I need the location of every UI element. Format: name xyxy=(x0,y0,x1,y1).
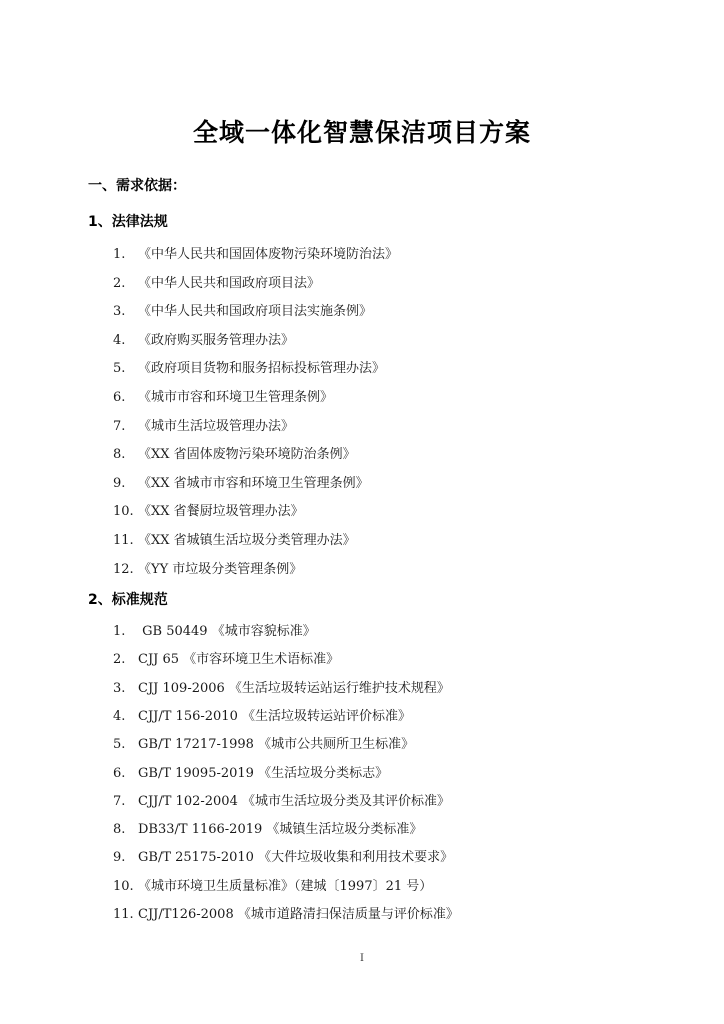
list-item-text: 《城市市容和环境卫生管理条例》 xyxy=(138,390,334,405)
list-item-number: 9. xyxy=(113,475,126,491)
list-item xyxy=(113,445,356,465)
list-item-text: 《中华人民共和国固体废物污染环境防治法》 xyxy=(138,247,399,262)
document-title: 全域一体化智慧保洁项目方案 xyxy=(192,118,531,147)
list-item xyxy=(113,502,304,522)
list-item xyxy=(113,764,388,784)
list-item-number: 6. xyxy=(113,765,126,781)
list-item-text: GB/T 19095-2019 《生活垃圾分类标志》 xyxy=(138,765,389,781)
list-item-number: 10. xyxy=(113,504,134,520)
list-item xyxy=(113,417,294,437)
list-item-text: GB/T 25175-2010 《大件垃圾收集和利用技术要求》 xyxy=(138,850,454,866)
list-item-number: 3. xyxy=(113,680,126,696)
list-item xyxy=(113,560,302,580)
list-item-number: 6. xyxy=(113,390,126,405)
list-item-number: 4. xyxy=(113,708,126,724)
list-item-number: 8. xyxy=(113,447,126,463)
subsection-heading-laws: 1、法律法规 xyxy=(88,214,168,230)
list-item-number: 1. xyxy=(113,247,126,262)
list-item-text: 《XX 省餐厨垃圾管理办法》 xyxy=(138,504,304,520)
list-item-number: 1. xyxy=(113,624,126,639)
list-item-text: 《城市环境卫生质量标准》（建城〔1997〕21 号） xyxy=(138,878,433,894)
section-heading-requirements: 一、需求依据： xyxy=(88,178,186,194)
list-item xyxy=(113,820,422,840)
list-item-text: 《中华人民共和国政府项目法》 xyxy=(138,275,321,291)
list-item xyxy=(113,245,398,265)
list-item-number: 4. xyxy=(113,332,126,348)
list-item xyxy=(113,792,450,812)
list-item-text: 《YY 市垃圾分类管理条例》 xyxy=(138,561,303,577)
list-item xyxy=(113,735,414,755)
list-item xyxy=(113,650,339,670)
list-item xyxy=(113,622,316,642)
list-item-number: 5. xyxy=(113,361,126,377)
list-item-number: 2. xyxy=(113,275,126,291)
list-item-text: 《政府项目货物和服务招标投标管理办法》 xyxy=(138,361,386,377)
list-item-text: GB/T 17217-1998 《城市公共厕所卫生标准》 xyxy=(138,737,415,753)
page-number: I xyxy=(360,953,364,964)
list-item-text: CJJ 109-2006 《生活垃圾转运站运行维护技术规程》 xyxy=(138,680,450,696)
list-item-text: CJJ/T126-2008 《城市道路清扫保洁质量与评价标准》 xyxy=(138,907,459,922)
list-item-text: CJJ/T 156-2010 《生活垃圾转运站评价标准》 xyxy=(138,708,411,724)
list-item-number: 5. xyxy=(113,737,126,753)
list-item-number: 10. xyxy=(113,878,134,894)
list-item-number: 3. xyxy=(113,304,126,320)
list-item-number: 8. xyxy=(113,822,126,838)
list-item-text: DB33/T 1166-2019 《城镇生活垃圾分类标准》 xyxy=(138,822,423,838)
list-item xyxy=(113,848,453,868)
list-item-number: 7. xyxy=(113,418,126,434)
list-item-text: 《XX 省固体废物污染环境防治条例》 xyxy=(138,447,356,463)
list-item xyxy=(113,359,385,379)
list-item xyxy=(113,707,411,727)
list-item-text: 《中华人民共和国政府项目法实施条例》 xyxy=(138,304,373,320)
list-item-text: CJJ 65 《市容环境卫生术语标准》 xyxy=(138,652,340,668)
list-item-text: 《XX 省城镇生活垃圾分类管理办法》 xyxy=(138,533,356,548)
list-item xyxy=(113,302,372,322)
list-item-number: 2. xyxy=(113,652,126,668)
list-item xyxy=(113,877,432,897)
list-item-number: 12. xyxy=(113,561,134,577)
list-item-number: 7. xyxy=(113,793,126,809)
list-item-number: 11. xyxy=(113,907,134,922)
list-item xyxy=(113,331,294,351)
subsection-heading-standards: 2、标准规范 xyxy=(88,592,168,608)
list-item xyxy=(113,388,333,408)
list-item-text: 《城市生活垃圾管理办法》 xyxy=(138,418,295,434)
list-item xyxy=(113,474,369,494)
list-item xyxy=(113,274,320,294)
list-item-text: CJJ/T 102-2004 《城市生活垃圾分类及其评价标准》 xyxy=(138,793,450,809)
list-item-text: 《XX 省城市市容和环境卫生管理条例》 xyxy=(138,475,369,491)
list-item xyxy=(113,531,356,551)
list-item-text: GB 50449 《城市容貌标准》 xyxy=(138,624,316,639)
list-item-text: 《政府购买服务管理办法》 xyxy=(138,332,295,348)
list-item xyxy=(113,679,450,699)
list-item-number: 9. xyxy=(113,850,126,866)
list-item-number: 11. xyxy=(113,533,134,548)
list-item xyxy=(113,905,459,925)
